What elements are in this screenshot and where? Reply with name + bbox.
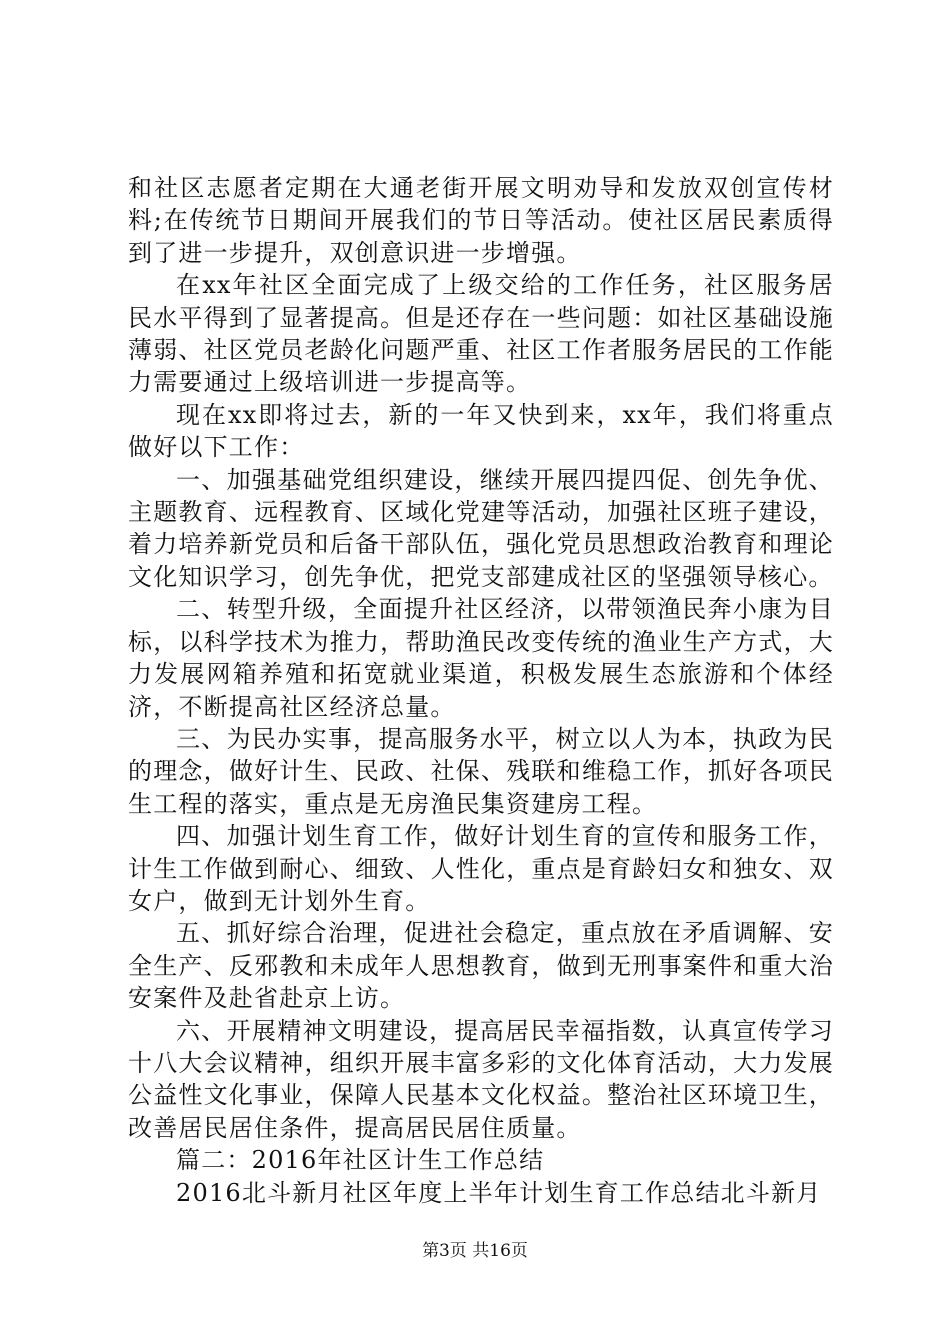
document-body bbox=[128, 172, 834, 1209]
paragraph-item-2: 二、转型升级，全面提升社区经济，以带领渔民奔小康为目标，以科学技术为推力，帮助渔民改变传统的渔业生产方式，大力发展网箱养殖和拓宽就业渠道，积极发展生态旅游和个体经济，不断提高社区经济总量。 bbox=[128, 595, 834, 721]
page-number-footer: 第3页 共16页 bbox=[422, 1241, 528, 1261]
paragraph-item-3: 三、为民办实事，提高服务水平，树立以人为本，执政为民的理念，做好计生、民政、社保、残联和维稳工作，抓好各项民生工程的落实，重点是无房渔民集资建房工程。 bbox=[128, 724, 834, 818]
paragraph-section-start: 2016北斗新月社区年度上半年计划生育工作总结北斗新月 bbox=[176, 1178, 822, 1207]
paragraph-issues: 在xx年社区全面完成了上级交给的工作任务，社区服务居民水平得到了显著提高。但是还存在一些问题：如社区基础设施薄弱、社区党员老龄化问题严重、社区工作者服务居民的工作能力需要通过上级培训进一步提高等。 bbox=[128, 271, 834, 397]
paragraph-item-4: 四、加强计划生育工作，做好计划生育的宣传和服务工作，计生工作做到耐心、细致、人性化，重点是育龄妇女和独女、双女户，做到无计划外生育。 bbox=[128, 822, 834, 915]
section-heading: 篇二：2016年社区计生工作总结 bbox=[176, 1146, 545, 1175]
paragraph-plan-intro: 现在xx即将过去，新的一年又快到来，xx年，我们将重点做好以下工作： bbox=[128, 400, 834, 462]
paragraph-item-1: 一、加强基础党组织建设，继续开展四提四促、创先争优、主题教育、远程教育、区域化党建等活动，加强社区班子建设，着力培养新党员和后备干部队伍，强化党员思想政治教育和理论文化知识学习，创先争优，把党支部建成社区的坚强领导核心。 bbox=[128, 465, 834, 591]
paragraph-item-5: 五、抓好综合治理，促进社会稳定，重点放在矛盾调解、安全生产、反邪教和未成年人思想教育，做到无刑事案件和重大治安案件及赴省赴京上访。 bbox=[128, 919, 834, 1013]
paragraph-continuation: 和社区志愿者定期在大通老街开展文明劝导和发放双创宣传材料;在传统节日期间开展我们的节日等活动。使社区居民素质得到了进一步提升，双创意识进一步增强。 bbox=[128, 174, 834, 267]
paragraph-item-6: 六、开展精神文明建设，提高居民幸福指数，认真宣传学习十八大会议精神，组织开展丰富多彩的文化体育活动，大力发展公益性文化事业，保障人民基本文化权益。整治社区环境卫生，改善居民居住条件，提高居民居住质量。 bbox=[128, 1016, 834, 1142]
